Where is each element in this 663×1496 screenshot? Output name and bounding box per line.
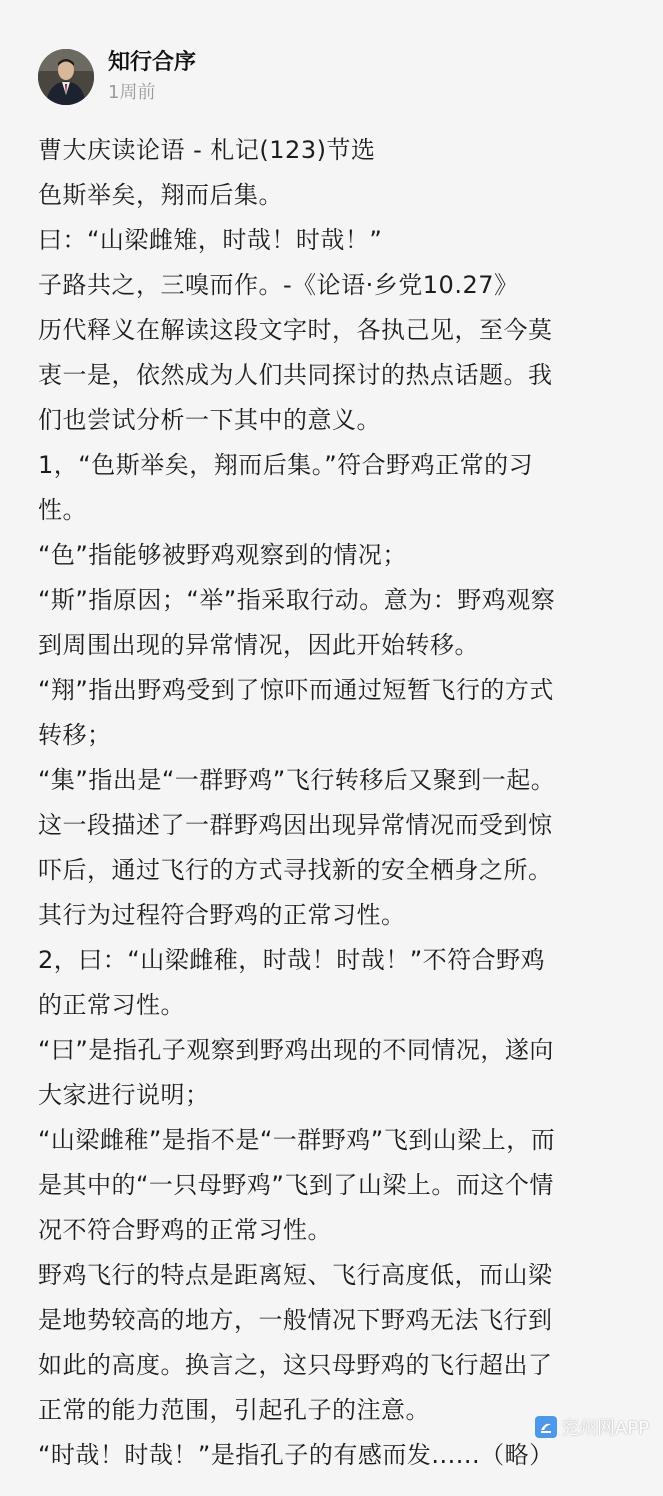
- body-line: “集”指出是“一群野鸡”飞行转移后又聚到一起。: [38, 766, 556, 794]
- body-line: 衷一是，依然成为人们共同探讨的热点话题。我: [38, 361, 553, 389]
- body-line: 色斯举矣，翔而后集。: [38, 181, 283, 209]
- body-line: 性。: [38, 496, 87, 524]
- body-line: 曰：“山梁雌雉，时哉！时哉！”: [38, 226, 383, 254]
- body-line: 们也尝试分析一下其中的意义。: [38, 406, 381, 434]
- body-line: 是地势较高的地方，一般情况下野鸡无法飞行到: [38, 1306, 553, 1334]
- body-line: 1，“色斯举矣，翔而后集。”符合野鸡正常的习: [38, 451, 534, 479]
- body-line: 野鸡飞行的特点是距离短、飞行高度低，而山梁: [38, 1261, 553, 1289]
- body-line: “山梁雌稚”是指不是“一群野鸡”飞到山梁上，而: [38, 1126, 556, 1154]
- body-line: 2，曰：“山梁雌稚，时哉！时哉！”不符合野鸡: [38, 946, 546, 974]
- post-body: [38, 128, 628, 1478]
- body-line: “斯”指原因；“举”指采取行动。意为：野鸡观察: [38, 586, 556, 614]
- avatar-image: [38, 49, 94, 105]
- body-line: 况不符合野鸡的正常习性。: [38, 1216, 332, 1244]
- post-time: 1周前: [108, 82, 156, 103]
- author-block: [108, 48, 196, 106]
- body-line: 其行为过程符合野鸡的正常习性。: [38, 901, 406, 929]
- watermark-text: 兖州网APP: [560, 1418, 649, 1439]
- author-name[interactable]: 知行合序: [108, 50, 197, 75]
- body-line: 历代释义在解读这段文字时，各执己见，至今莫: [38, 316, 553, 344]
- body-line: 到周围出现的异常情况，因此开始转移。: [38, 631, 479, 659]
- body-line: 如此的高度。换言之，这只母野鸡的飞行超出了: [38, 1351, 553, 1379]
- body-line: “曰”是指孔子观察到野鸡出现的不同情况，遂向: [38, 1036, 554, 1064]
- watermark: [535, 1414, 649, 1440]
- avatar[interactable]: [38, 49, 94, 105]
- body-line: 是其中的“一只母野鸡”飞到了山梁上。而这个情: [38, 1171, 554, 1199]
- body-line: 大家进行说明；: [38, 1081, 210, 1109]
- post-header: [38, 48, 196, 106]
- app-logo-icon: [535, 1416, 557, 1438]
- body-line: “色”指能够被野鸡观察到的情况；: [38, 541, 407, 569]
- body-line: “时哉！时哉！”是指孔子的有感而发......（略）: [38, 1441, 554, 1469]
- body-line: “翔”指出野鸡受到了惊吓而通过短暂飞行的方式: [38, 676, 554, 704]
- body-line: 这一段描述了一群野鸡因出现异常情况而受到惊: [38, 811, 553, 839]
- body-line: 转移；: [38, 721, 112, 749]
- body-line: 曹大庆读论语 - 札记(123)节选: [38, 136, 376, 164]
- body-line: 子路共之，三嗅而作。-《论语·乡党10.27》: [38, 271, 519, 299]
- body-line: 的正常习性。: [38, 991, 185, 1019]
- body-line: 正常的能力范围，引起孔子的注意。: [38, 1396, 430, 1424]
- body-line: 吓后，通过飞行的方式寻找新的安全栖身之所。: [38, 856, 553, 884]
